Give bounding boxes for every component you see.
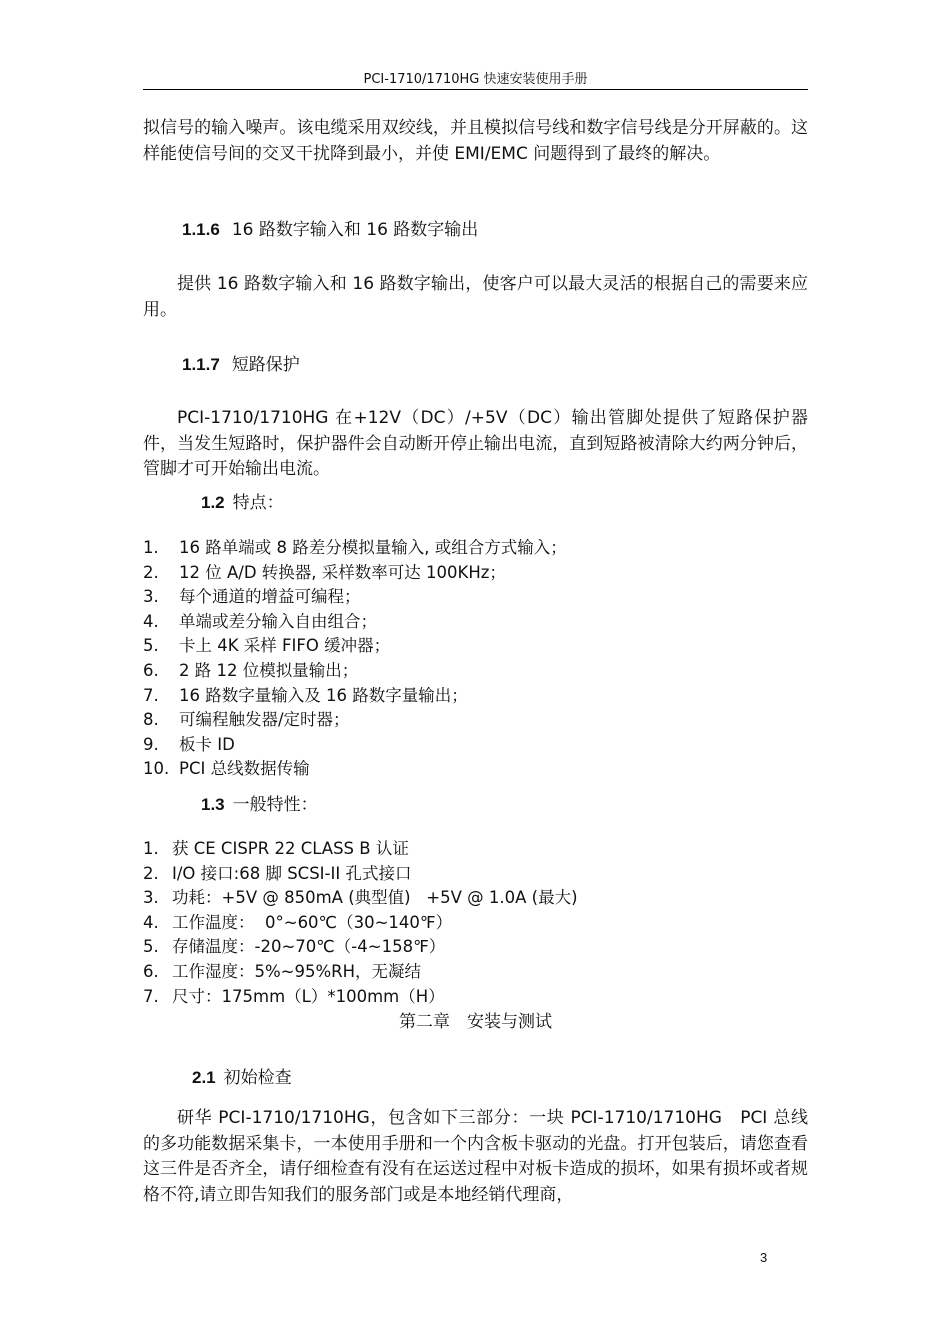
section-number: 1.1.6 bbox=[182, 220, 220, 239]
list-item: 7. 16 路数字量输入及 16 路数字量输出； bbox=[143, 685, 468, 705]
section-number: 2.1 bbox=[192, 1068, 216, 1087]
list-item: 9. 板卡 ID bbox=[143, 734, 235, 754]
list-item: 4. 工作温度： 0°~60℃（30~140℉） bbox=[143, 912, 453, 932]
list-item: 6. 工作湿度：5%~95%RH，无凝结 bbox=[143, 961, 422, 981]
header-rule bbox=[143, 89, 808, 90]
chapter-title: 第二章 安装与测试 bbox=[399, 1012, 552, 1032]
list-item: 8. 可编程触发器/定时器； bbox=[143, 710, 350, 730]
page-number: 3 bbox=[760, 1250, 768, 1265]
page-header: PCI-1710/1710HG 快速安装使用手册 bbox=[363, 72, 588, 87]
section-1-1-6-heading bbox=[182, 219, 478, 241]
list-item: 5. 存储温度：-20~70℃（-4~158℉） bbox=[143, 937, 446, 957]
section-title: 特点： bbox=[232, 493, 284, 513]
section-2-1-heading bbox=[192, 1067, 292, 1089]
section-title: 一般特性： bbox=[232, 795, 318, 815]
section-1-2-heading bbox=[201, 492, 284, 514]
list-item: 10. PCI 总线数据传输 bbox=[143, 759, 310, 779]
section-2-1-body: 研华 PCI-1710/1710HG，包含如下三部分：一块 PCI-1710/1710HG PCI 总线的多功能数据采集卡，一本使用手册和一个内含板卡驱动的光盘。打开包装后，请您查看这三件是否齐全，请仔细检查有没有在运送过程中对板卡造成的损坏，如果有损坏或者规格不符,请立即告知我们的服务部门或是本地经销代理商， bbox=[143, 1108, 808, 1205]
section-1-1-6-body: 提供 16 路数字输入和 16 路数字输出，使客户可以最大灵活的根据自己的需要来应用。 bbox=[143, 274, 808, 320]
general-specs-list bbox=[143, 837, 578, 1009]
section-number: 1.1.7 bbox=[182, 355, 220, 374]
section-1-3-heading bbox=[201, 794, 318, 816]
section-1-1-7-heading bbox=[182, 354, 300, 376]
section-1-1-7-body: PCI-1710/1710HG 在+12V（DC）/+5V（DC）输出管脚处提供了短路保护器件，当发生短路时，保护器件会自动断开停止输出电流，直到短路被清除大约两分钟后，管脚才可开始输出电流。 bbox=[143, 408, 808, 479]
section-title: 初始检查 bbox=[223, 1068, 292, 1088]
list-item: 7. 尺寸：175mm（L）*100mm（H） bbox=[143, 986, 445, 1006]
list-item: 2. 12 位 A/D 转换器, 采样数率可达 100KHz； bbox=[143, 562, 506, 582]
section-title: 16 路数字输入和 16 路数字输出 bbox=[231, 220, 479, 240]
section-title: 短路保护 bbox=[231, 355, 300, 375]
features-list bbox=[143, 536, 567, 782]
list-item: 1. 16 路单端或 8 路差分模拟量输入, 或组合方式输入； bbox=[143, 538, 567, 557]
list-item: 3. 每个通道的增益可编程； bbox=[143, 587, 361, 607]
intro-paragraph: 拟信号的输入噪声。该电缆采用双绞线，并且模拟信号线和数字信号线是分开屏蔽的。这样能使信号间的交叉干扰降到最小，并使 EMI/EMC 问题得到了最终的解决。 bbox=[143, 118, 808, 164]
list-item: 1. 获 CE CISPR 22 CLASS B 认证 bbox=[143, 839, 409, 858]
list-item: 5. 卡上 4K 采样 FIFO 缓冲器； bbox=[143, 636, 391, 656]
list-item: 3. 功耗：+5V @ 850mA (典型值) +5V @ 1.0A (最大) bbox=[143, 888, 578, 908]
list-item: 4. 单端或差分输入自由组合； bbox=[143, 611, 377, 631]
section-number: 1.3 bbox=[201, 795, 225, 814]
section-number: 1.2 bbox=[201, 493, 225, 512]
list-item: 2. I/O 接口:68 脚 SCSI-II 孔式接口 bbox=[143, 863, 412, 883]
list-item: 6. 2 路 12 位模拟量输出； bbox=[143, 660, 359, 680]
